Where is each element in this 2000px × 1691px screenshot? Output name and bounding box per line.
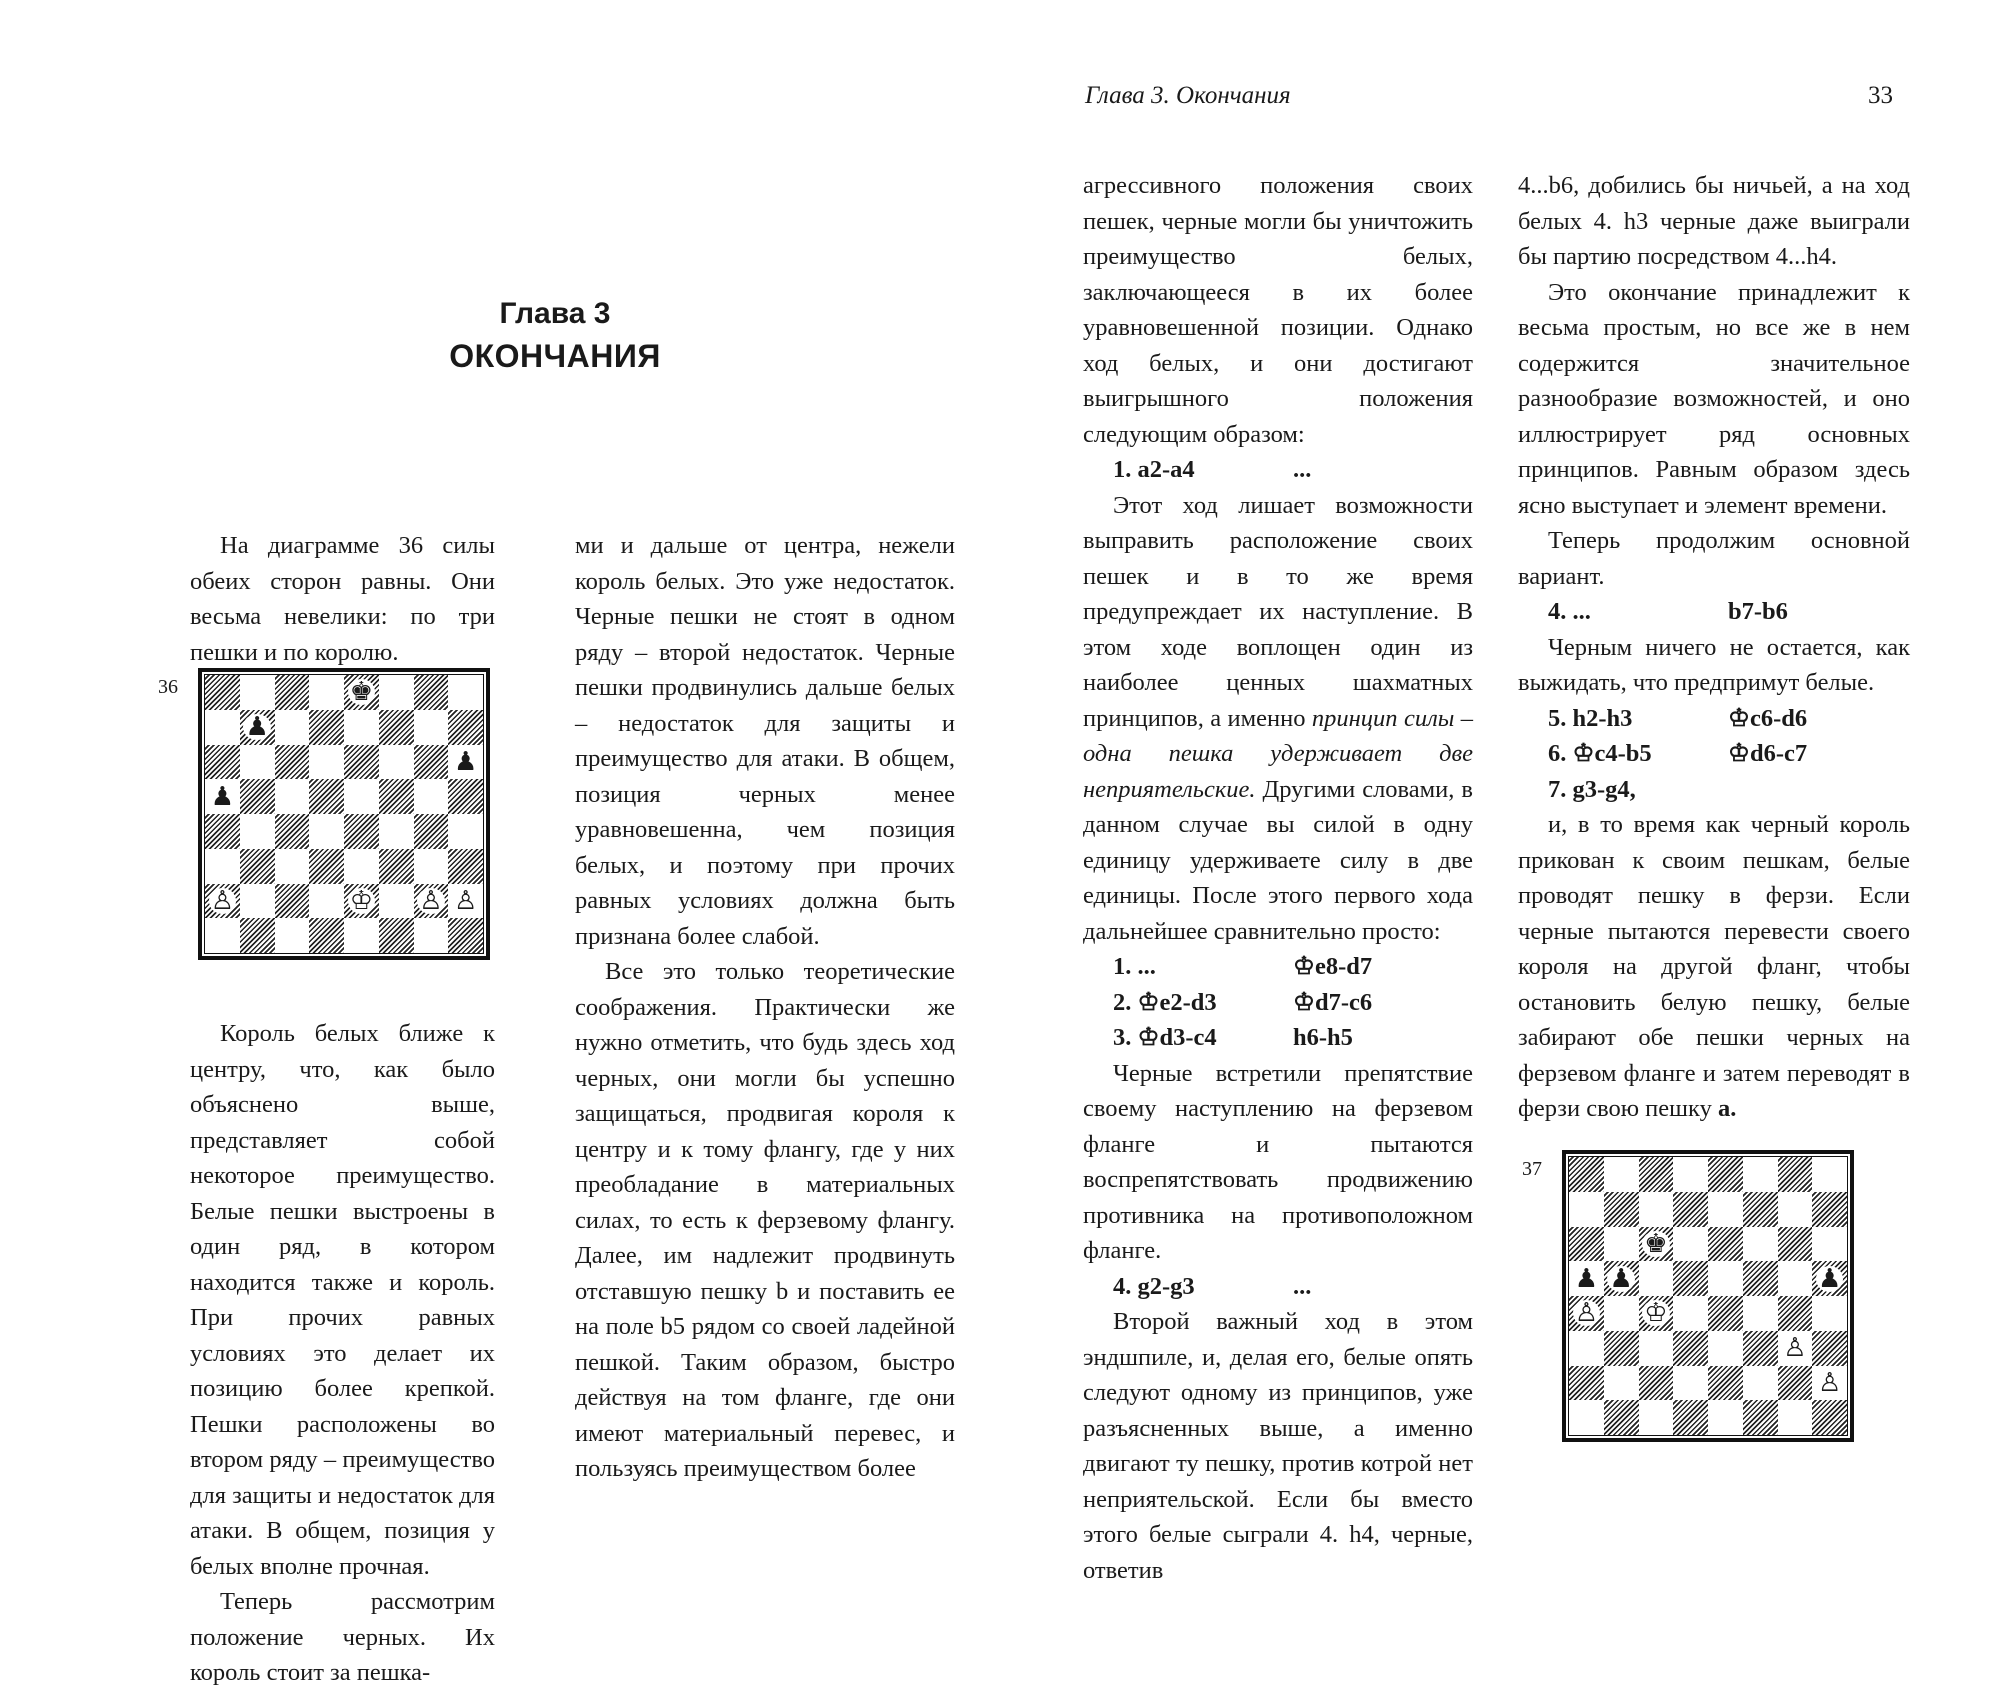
paragraph: Второй важный ход в этом эндшпиле, и, делая его, белые опять следуют одному из принципов, уже разъясненных выше, а именно двигают ту пешку, против котрой нет неприятельской. Если бы вместо этого белые сыграли 4. h4, черные, ответив <box>1083 1308 1473 1584</box>
square-g5 <box>1778 1261 1813 1296</box>
chess-piece: ♟ <box>210 781 235 812</box>
square-b3 <box>1604 1331 1639 1366</box>
square-h8 <box>448 675 483 710</box>
square-d2 <box>1673 1366 1708 1401</box>
right-page <box>1000 0 2000 1584</box>
square-b8 <box>1604 1157 1639 1192</box>
chess-piece: ♟ <box>453 746 478 777</box>
square-h7 <box>448 710 483 745</box>
square-f4 <box>379 814 414 849</box>
square-h1 <box>1812 1400 1847 1435</box>
chess-piece: ♙ <box>210 885 235 916</box>
diagram-number: 36 <box>158 676 178 698</box>
square-c8 <box>275 675 310 710</box>
chess-piece: ♚ <box>1644 1228 1668 1259</box>
square-c2 <box>275 884 310 919</box>
square-f4 <box>1743 1296 1778 1331</box>
square-f1 <box>1743 1400 1778 1435</box>
square-h1 <box>448 918 483 953</box>
square-a1 <box>1569 1400 1604 1435</box>
square-a7 <box>205 710 240 745</box>
square-c3 <box>275 849 310 884</box>
chess-piece: ♔ <box>349 885 374 916</box>
chess-piece: ♟ <box>1817 1263 1842 1294</box>
chess-piece: ♟ <box>1609 1263 1633 1294</box>
square-g4 <box>414 814 449 849</box>
square-g5 <box>414 779 449 814</box>
square-h8 <box>1812 1157 1847 1192</box>
chess-board <box>1562 1150 1854 1442</box>
square-g6 <box>414 745 449 780</box>
square-c1 <box>1639 1400 1674 1435</box>
paragraph: Черные встретили препятствие своему наступлению на ферзевом фланге и пытаются воспрепятствовать продвижению противника на противоположном фланге. <box>1083 1059 1473 1264</box>
square-d5 <box>1673 1261 1708 1296</box>
paragraph: Это окончание принадлежит к весьма простым, но все же в нем содержится значительное разнообразие возможностей, и оно иллюстрирует ряд основных принципов. Равным образом здесь ясно выступает и элемент времени. <box>1518 278 1910 519</box>
move-line: 6. ♔c4-b5 ♔d6-c7 <box>1548 740 1808 767</box>
move-line: 3. ♔d3-c4 h6-h5 <box>1113 1024 1353 1051</box>
square-g4 <box>1778 1296 1813 1331</box>
square-g8 <box>414 675 449 710</box>
square-b8 <box>240 675 275 710</box>
square-f5 <box>1743 1261 1778 1296</box>
chapter-heading <box>420 296 690 380</box>
paragraph: Теперь рассмотрим положение черных. Их король стоит за пешка- <box>190 1588 495 1686</box>
square-a4 <box>1569 1296 1604 1331</box>
square-f3 <box>379 849 414 884</box>
square-c6 <box>1639 1227 1674 1262</box>
square-h3 <box>448 849 483 884</box>
square-d6 <box>309 745 344 780</box>
paragraph: 4...b6, добились бы ничьей, а на ход белых 4. h3 черные даже выиграли бы партию посредством 4...h4. <box>1518 172 1910 270</box>
square-d1 <box>1673 1400 1708 1435</box>
paragraph: На диаграмме 36 силы обеих сторон равны. Они весьма невелики: по три пешки и по королю. <box>190 532 495 666</box>
square-f3 <box>1743 1331 1778 1366</box>
square-b3 <box>240 849 275 884</box>
page-number: 33 <box>1868 82 1893 109</box>
square-e7 <box>344 710 379 745</box>
square-e3 <box>1708 1331 1743 1366</box>
paragraph: Теперь продолжим основной вариант. <box>1518 527 1910 590</box>
square-g1 <box>1778 1400 1813 1435</box>
column-4 <box>1518 168 1910 1127</box>
square-a6 <box>1569 1227 1604 1262</box>
paragraph: Все это только теоретические соображения. Практически же нужно отметить, что будь здесь ход черных, они могли бы успешно защищаться, продвигая короля к центру и к тому флангу, где у них преобладание в материальных силах, то есть к ферзевому флангу. Далее, им надлежит продвинуть отставшую пешку b и поставить ее на поле b5 рядом со своей ладейной пешкой. Таким образом, быстро действуя на том фланге, где они имеют материальный перевес, и пользуясь преимуществом более <box>575 958 955 1482</box>
chess-piece: ♙ <box>419 885 443 916</box>
move-line: 1. ... ♔e8-d7 <box>1113 953 1373 980</box>
square-h3 <box>1812 1331 1847 1366</box>
chess-piece: ♟ <box>245 712 269 743</box>
square-c6 <box>275 745 310 780</box>
square-b4 <box>240 814 275 849</box>
square-b2 <box>240 884 275 919</box>
paragraph: Этот ход лишает возможности выправить расположение своих пешек и в то же время предупреждает их наступление. В этом ходе воплощен один из наиболее ценных шахматных принципов, а именно принцип силы – одна пешка удерживает две неприятельские. Другими словами, в данном случае вы силой в одну единицу удерживаете силу в две единицы. После этого первого хода дальнейшее сравнительно просто: <box>1083 491 1474 945</box>
square-g8 <box>1778 1157 1813 1192</box>
square-c7 <box>275 710 310 745</box>
square-f6 <box>1743 1227 1778 1262</box>
square-c4 <box>1639 1296 1674 1331</box>
square-e3 <box>344 849 379 884</box>
square-e6 <box>344 745 379 780</box>
square-a8 <box>205 675 240 710</box>
square-h4 <box>1812 1296 1847 1331</box>
chess-piece: ♔ <box>1644 1298 1668 1329</box>
square-c8 <box>1639 1157 1674 1192</box>
square-f7 <box>379 710 414 745</box>
square-f1 <box>379 918 414 953</box>
diagram-37 <box>1522 1150 1854 1442</box>
square-h2 <box>448 884 483 919</box>
chess-board <box>198 668 490 960</box>
column-3 <box>1083 168 1473 1588</box>
square-b1 <box>240 918 275 953</box>
paragraph: и, в то время как черный король прикован к своим пешкам, белые проводят пешку в ферзи. Если черные пытаются перевести своего короля на другой фланг, чтобы остановить белую пешку, белые забирают обе пешки черных на ферзевом фланге и затем переводят в ферзи свою пешку a. <box>1518 811 1910 1122</box>
square-e8 <box>344 675 379 710</box>
move-line: 5. h2-h3 ♔c6-d6 <box>1548 704 1808 732</box>
paragraph: Черным ничего не остается, как выжидать, что предпримут белые. <box>1518 633 1910 696</box>
diagram-number: 37 <box>1522 1158 1542 1180</box>
square-h7 <box>1812 1192 1847 1227</box>
square-e1 <box>344 918 379 953</box>
square-g6 <box>1778 1227 1813 1262</box>
square-b4 <box>1604 1296 1639 1331</box>
column-1-top <box>190 528 495 670</box>
square-f2 <box>379 884 414 919</box>
square-c1 <box>275 918 310 953</box>
square-h4 <box>448 814 483 849</box>
square-f7 <box>1743 1192 1778 1227</box>
square-b7 <box>1604 1192 1639 1227</box>
chess-piece: ♟ <box>1574 1263 1599 1294</box>
square-d8 <box>309 675 344 710</box>
square-h5 <box>448 779 483 814</box>
square-f6 <box>379 745 414 780</box>
square-c3 <box>1639 1331 1674 1366</box>
square-e8 <box>1708 1157 1743 1192</box>
square-d3 <box>309 849 344 884</box>
square-f8 <box>1743 1157 1778 1192</box>
emphasis: принцип силы – одна пешка удерживает две неприятельские. <box>1083 704 1474 803</box>
square-a5 <box>205 779 240 814</box>
column-1-bottom <box>190 1016 495 1691</box>
square-g2 <box>1778 1366 1813 1401</box>
paragraph: ми и дальше от центра, нежели король белых. Это уже недостаток. Черные пешки не стоят в одном ряду – второй недостаток. Черные пешки продвинулись дальше белых – недостаток для защиты и преимущество для атаки. В общем, позиция черных менее уравновешенна, чем позиция белых, и поэтому при прочих равных условиях должна быть признана более слабой. <box>575 532 955 950</box>
square-c7 <box>1639 1192 1674 1227</box>
square-e5 <box>344 779 379 814</box>
square-d1 <box>309 918 344 953</box>
square-d6 <box>1673 1227 1708 1262</box>
chapter-label: Глава 3 <box>499 297 611 330</box>
square-e1 <box>1708 1400 1743 1435</box>
square-a3 <box>1569 1331 1604 1366</box>
square-a6 <box>205 745 240 780</box>
square-a3 <box>205 849 240 884</box>
square-b1 <box>1604 1400 1639 1435</box>
square-h6 <box>448 745 483 780</box>
chess-piece: ♙ <box>453 885 478 916</box>
square-a2 <box>205 884 240 919</box>
move-line: 4. g2-g3 ... <box>1113 1272 1312 1300</box>
square-a5 <box>1569 1261 1604 1296</box>
square-a8 <box>1569 1157 1604 1192</box>
chess-piece: ♙ <box>1783 1333 1807 1364</box>
square-a7 <box>1569 1192 1604 1227</box>
square-f2 <box>1743 1366 1778 1401</box>
square-b5 <box>1604 1261 1639 1296</box>
move-line: 4. ... b7-b6 <box>1548 598 1788 625</box>
square-d2 <box>309 884 344 919</box>
square-g3 <box>414 849 449 884</box>
move-line: 1. a2-a4 ... <box>1113 456 1312 483</box>
square-b5 <box>240 779 275 814</box>
square-f5 <box>379 779 414 814</box>
diagram-36 <box>158 668 490 960</box>
square-g2 <box>414 884 449 919</box>
square-e6 <box>1708 1227 1743 1262</box>
square-d4 <box>1673 1296 1708 1331</box>
square-a2 <box>1569 1366 1604 1401</box>
square-e4 <box>344 814 379 849</box>
chess-piece: ♚ <box>349 677 374 708</box>
square-h5 <box>1812 1261 1847 1296</box>
move-line: 2. ♔e2-d3 ♔d7-c6 <box>1113 988 1373 1016</box>
chapter-title: ОКОНЧАНИЯ <box>449 338 661 374</box>
left-page <box>0 0 1000 1686</box>
running-head: Глава 3. Окончания <box>1085 82 1291 109</box>
square-d8 <box>1673 1157 1708 1192</box>
square-a1 <box>205 918 240 953</box>
square-f8 <box>379 675 414 710</box>
move-line: 7. g3-g4, <box>1548 775 1636 803</box>
square-b6 <box>240 745 275 780</box>
column-2 <box>575 528 955 1487</box>
square-b6 <box>1604 1227 1639 1262</box>
square-d4 <box>309 814 344 849</box>
board-grid <box>204 674 484 954</box>
square-c4 <box>275 814 310 849</box>
square-e2 <box>1708 1366 1743 1401</box>
square-e4 <box>1708 1296 1743 1331</box>
square-b7 <box>240 710 275 745</box>
square-h2 <box>1812 1366 1847 1401</box>
square-g1 <box>414 918 449 953</box>
square-d5 <box>309 779 344 814</box>
chess-piece: ♙ <box>1817 1367 1842 1398</box>
square-c5 <box>275 779 310 814</box>
paragraph: Король белых ближе к центру, что, как было объяснено выше, представляет собой некоторое преимущество. Белые пешки выстроены в один ряд, в котором находится также и король. При прочих равных условиях это делает их позицию более крепкой. Пешки расположены во втором ряду – преимущество для защиты и недостаток для атаки. В общем, позиция у белых вполне прочная. <box>190 1020 495 1580</box>
square-g7 <box>414 710 449 745</box>
board-grid <box>1568 1156 1848 1436</box>
paragraph: агрессивного положения своих пешек, черные могли бы уничтожить преимущество белых, заключающееся в их более уравновешенной позиции. Однако ход белых, и они достигают выигрышного положения следующим образом: <box>1083 172 1473 448</box>
square-a4 <box>205 814 240 849</box>
square-d3 <box>1673 1331 1708 1366</box>
square-c5 <box>1639 1261 1674 1296</box>
chess-piece: ♙ <box>1574 1298 1599 1329</box>
square-e5 <box>1708 1261 1743 1296</box>
square-g7 <box>1778 1192 1813 1227</box>
square-d7 <box>1673 1192 1708 1227</box>
square-g3 <box>1778 1331 1813 1366</box>
square-h6 <box>1812 1227 1847 1262</box>
square-e2 <box>344 884 379 919</box>
square-e7 <box>1708 1192 1743 1227</box>
square-b2 <box>1604 1366 1639 1401</box>
square-c2 <box>1639 1366 1674 1401</box>
square-d7 <box>309 710 344 745</box>
